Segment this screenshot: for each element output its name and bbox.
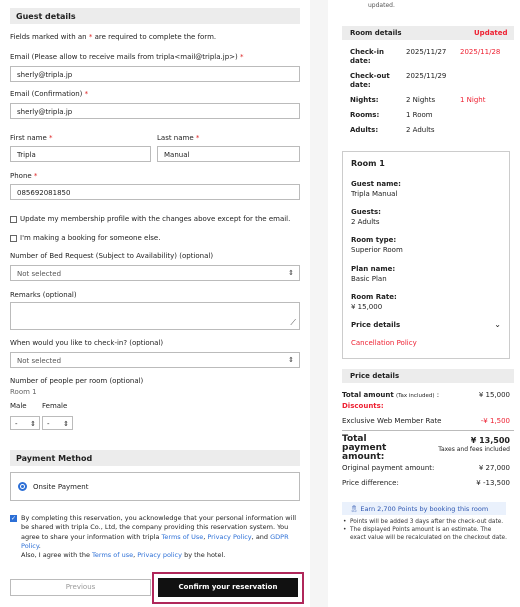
room-details-label: Room details xyxy=(350,29,402,37)
checkout-date-label: Check-out date: xyxy=(350,72,390,89)
booking-for-someone-checkbox[interactable] xyxy=(10,234,160,242)
rooms-label: Rooms: xyxy=(350,111,380,119)
checkin-date-updated: 2025/11/28 xyxy=(460,48,501,56)
ribbon-icon: 🎗 xyxy=(350,505,359,513)
nights-value: 2 Nights xyxy=(406,96,436,104)
adults-label: Adults: xyxy=(350,126,379,134)
price-difference-label: Price difference: xyxy=(342,479,399,487)
onsite-payment-label: Onsite Payment xyxy=(33,483,89,491)
room-details-header xyxy=(342,26,514,40)
points-note-1: • Points will be added 3 days after the check-out date. xyxy=(343,519,504,525)
rooms-value: 1 Room xyxy=(406,111,433,119)
price-difference-value: ¥ -13,500 xyxy=(476,479,510,487)
guests-value: 2 Adults xyxy=(351,218,380,226)
female-count-select[interactable]: - ⇕ xyxy=(42,416,73,430)
top-note: updated. xyxy=(368,2,395,9)
room-card xyxy=(342,151,510,359)
updated-label: Updated xyxy=(474,29,508,37)
consent-check-icon[interactable]: ✓ xyxy=(11,515,17,522)
original-amount-label: Original payment amount: xyxy=(342,464,435,472)
plan-name-value: Basic Plan xyxy=(351,275,387,283)
checkbox-box[interactable] xyxy=(10,216,17,223)
consent-text: By completing this reservation, you acknowledge that your personal information will be shared with tripla Co., Ltd, the company providing this reservation system. You agree to share your information with tripla Terms of Use, Privacy Policy, and GDPR Policy. Also, I agree with the Terms of use, Privacy policy by the hotel. xyxy=(21,514,297,560)
email-label: Email (Please allow to receive mails from tripla<mail@tripla.jp>) * xyxy=(10,53,244,61)
first-name-field[interactable]: Tripla xyxy=(10,146,151,162)
male-label: Male xyxy=(10,402,27,410)
discounts-label: Discounts: xyxy=(342,402,384,410)
resize-handle-icon[interactable]: ⟋ xyxy=(290,318,296,327)
privacy-policy-link[interactable]: Privacy Policy xyxy=(207,532,252,541)
original-amount-value: ¥ 27,000 xyxy=(478,464,510,472)
radio-selected-icon[interactable] xyxy=(18,482,27,491)
update-profile-checkbox[interactable] xyxy=(10,215,290,223)
hotel-privacy-link[interactable]: Privacy policy xyxy=(137,551,182,560)
total-payment-label: Total payment amount: xyxy=(342,434,387,462)
guest-details-heading: Guest details xyxy=(10,8,300,24)
guest-name-value: Tripla Manual xyxy=(351,190,398,198)
email-confirm-label: Email (Confirmation) * xyxy=(10,90,89,98)
phone-field[interactable]: 085692081850 xyxy=(10,184,300,200)
total-payment-value: ¥ 13,500 xyxy=(470,436,510,445)
points-note-2: • The displayed Points amount is an estimate. The exact value will be recalculated on the checkout date. xyxy=(343,527,507,541)
update-profile-label: Update my membership profile with the changes above except for the email. xyxy=(20,215,291,223)
checkin-date-value: 2025/11/27 xyxy=(406,48,447,56)
nights-updated: 1 Night xyxy=(460,96,486,104)
discount-name: Exclusive Web Member Rate xyxy=(342,417,442,425)
payment-method-heading: Payment Method xyxy=(10,450,300,466)
last-name-field[interactable]: Manual xyxy=(157,146,300,162)
bed-request-label: Number of Bed Request (Subject to Availability) (optional) xyxy=(10,252,214,260)
total-amount-label: Total amount (Tax included) : xyxy=(342,391,440,399)
nights-label: Nights: xyxy=(350,96,379,104)
email-field[interactable]: sherly@tripla.jp xyxy=(10,66,300,82)
cancellation-policy-link[interactable]: Cancellation Policy xyxy=(351,339,417,347)
discount-value: -¥ 1,500 xyxy=(480,417,510,425)
divider xyxy=(342,430,514,431)
terms-of-use-link[interactable]: Terms of Use xyxy=(161,532,204,541)
last-name-label: Last name * xyxy=(157,134,200,142)
confirm-button-highlight xyxy=(152,572,304,604)
checkbox-box[interactable] xyxy=(10,235,17,242)
guest-name-label: Guest name: xyxy=(351,180,401,188)
remarks-label: Remarks (optional) xyxy=(10,291,77,299)
adults-value: 2 Adults xyxy=(406,126,435,134)
room-rate-label: Room Rate: xyxy=(351,293,397,301)
taxes-note: Taxes and fees included xyxy=(438,446,510,453)
checkin-time-label: When would you like to check-in? (optional) xyxy=(10,339,164,347)
hotel-terms-link[interactable]: Terms of use xyxy=(92,551,134,560)
people-label: Number of people per room (optional) xyxy=(10,377,144,385)
checkin-time-select[interactable]: Not selected ⇕ xyxy=(10,352,300,368)
email-confirm-field[interactable]: sherly@tripla.jp xyxy=(10,103,300,119)
consent-checkbox[interactable] xyxy=(10,514,302,560)
select-arrow-icon: ⇕ xyxy=(30,420,36,428)
checkin-date-label: Check-in date: xyxy=(350,48,384,65)
male-count-select[interactable]: - ⇕ xyxy=(10,416,40,430)
room-type-value: Superior Room xyxy=(351,246,403,254)
price-details-heading: Price details xyxy=(350,372,400,380)
payment-option-box[interactable] xyxy=(10,472,300,501)
plan-name-label: Plan name: xyxy=(351,265,396,273)
chevron-down-icon: ⌄ xyxy=(494,320,501,329)
room-type-label: Room type: xyxy=(351,236,397,244)
previous-button[interactable]: Previous xyxy=(10,579,151,596)
confirm-reservation-button[interactable]: Confirm your reservation xyxy=(158,578,298,597)
bed-request-select[interactable]: Not selected ⇕ xyxy=(10,265,300,281)
points-banner: 🎗 Earn 2,700 Points by booking this room xyxy=(342,502,506,515)
booking-for-someone-label: I'm making a booking for someone else. xyxy=(20,234,161,242)
people-room-label: Room 1 xyxy=(10,388,37,396)
select-arrow-icon: ⇕ xyxy=(288,269,294,277)
gdpr-policy-link[interactable]: GDPR Policy xyxy=(21,532,289,550)
phone-label: Phone * xyxy=(10,172,38,180)
guests-label: Guests: xyxy=(351,208,381,216)
select-arrow-icon: ⇕ xyxy=(288,356,294,364)
remarks-textarea[interactable] xyxy=(10,302,300,330)
checkout-date-value: 2025/11/29 xyxy=(406,72,447,80)
price-details-toggle[interactable]: Price details ⌄ xyxy=(351,320,501,329)
points-notes xyxy=(342,518,508,542)
reservation-summary-panel xyxy=(328,0,520,607)
select-arrow-icon: ⇕ xyxy=(63,420,69,428)
total-amount-value: ¥ 15,000 xyxy=(478,391,510,399)
required-note: Fields marked with an * are required to complete the form. xyxy=(10,33,217,41)
room-rate-value: ¥ 15,000 xyxy=(351,303,383,311)
price-details-header xyxy=(342,369,514,383)
first-name-label: First name * xyxy=(10,134,53,142)
room-title: Room 1 xyxy=(351,159,385,168)
female-label: Female xyxy=(42,402,68,410)
